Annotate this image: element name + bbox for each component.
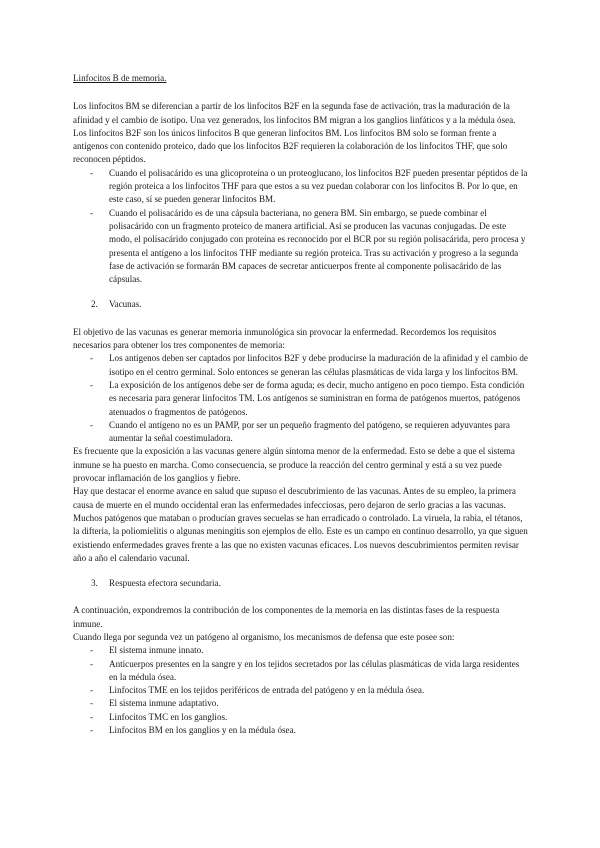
paragraph-second-exposure: Cuando llega por segunda vez un patógeno al organismo, los mecanismos de defensa que este posee son: [73, 631, 455, 642]
list-item: - La exposición de los antígenos debe ser de forma aguda; es decir, mucho antígeno en poco tiempo. Esta condición es necesaria para generar linfocitos TM. Los antígenos se suministran en forma de patógenos muertos, patógenos atenuados o fragmentos de patógenos. [109, 379, 528, 419]
list-item: - Anticuerpos presentes en la sangre y en los tejidos secretados por las células plasmáticas de vida larga residentes en la médula ósea. [109, 658, 528, 685]
list-item: - El sistema inmune adaptativo. [109, 697, 528, 710]
bullet-list-defense-mechanisms [73, 644, 528, 737]
list-item: - Los antígenos deben ser captados por linfocitos B2F y debe producirse la maduración de la afinidad y el cambio de isotipo en el centro germinal. Solo entonces se generan las células plasmáticas de vida larga y los linfocitos BM. [109, 352, 528, 379]
list-item: - Cuando el polisacárido es una glicoproteína o un proteoglucano, los linfocitos B2F pueden presentar péptidos de la región proteica a los linfocitos THF para que estos a su vez puedan colaborar con los linfocitos B. Por lo que, en este caso, sí se pueden generar linfocitos BM. [109, 167, 528, 207]
document-body [73, 72, 528, 737]
paragraph-memory-contribution: A continuación, expondremos la contribución de los componentes de la memoria en las distintas fases de la respuesta inmune. [73, 605, 500, 629]
list-item: - Cuando el antígeno no es un PAMP, por ser un pequeño fragmento del patógeno, se requieren adyuvantes para aumentar la señal coestimuladora. [109, 419, 528, 446]
list-item: - El sistema inmune innato. [109, 644, 528, 657]
list-item: - Linfocitos BM en los ganglios y en la médula ósea. [109, 724, 528, 737]
numbered-heading-vaccines [73, 298, 528, 311]
list-item: - Cuando el polisacárido es de una cápsula bacteriana, no genera BM. Sin embargo, se puede combinar el polisacárido con un fragmento proteico de manera artificial. Así se producen las vacunas conjugadas. De este modo, el polisacárido conjugado con proteína es reconocido por el BCR por su región polisacárida, pero procesa y presenta el antígeno a los linfocitos THF mediante su región proteica. Tras su activación y progreso a la segunda fase de activación se formarán BM capaces de secretar anticuerpos frente al componente polisacárido de las cápsulas. [109, 207, 528, 287]
bullet-list-requirements [73, 352, 528, 445]
paragraph-vaccine-symptoms: Es frecuente que la exposición a las vacunas genere algún síntoma menor de la enfermedad. Esto se debe a que el sistema inmune se ha puesto en marcha. Como consecuencia, se produce la reacción del centro germinal y está a su vez puede provocar inflamación de los ganglios y fiebre. [73, 446, 515, 484]
section-title: Respuesta efectora secundaria. [109, 578, 221, 589]
list-item: - Linfocitos TME en los tejidos periféricos de entrada del patógeno y en la médula ósea. [109, 684, 528, 697]
section-title: Vacunas. [109, 299, 142, 310]
bullet-list-polysaccharides [73, 167, 528, 287]
paragraph-bm-differentiation: Los linfocitos BM se diferencian a partir de los linfocitos B2F en la segunda fase de activación, tras la maduración de la afinidad y el cambio de isotipo. Una vez generados, los linfocitos BM migran a los ganglios linfáticos y a la médula ósea. [73, 101, 516, 125]
section-number: 2. [91, 299, 98, 310]
list-item: - Linfocitos TMC en los ganglios. [109, 711, 528, 724]
section-number: 3. [91, 578, 98, 589]
section-heading-memory-b-cells: Linfocitos B de memoria. [73, 73, 167, 83]
paragraph-vaccine-objective: El objetivo de las vacunas es generar memoria inmunológica sin provocar la enfermedad. Recordemos los requisitos necesarios para obtener los tres componentes de memoria: [73, 326, 497, 351]
paragraph-vaccine-history: Hay que destacar el enorme avance en salud que supuso el descubrimiento de las vacunas. Antes de su empleo, la primera causa de muerte en el mundo occidental eran las enfermedades infecciosas, pero dejaron de serlo gracias a las vacunas. Muchos patógenos que mataban o producían graves secuelas se han erradicado o controlado. La viruela, la rabia, el tétanos, la difteria, la poliomielitis o algunas meningitis son ejemplos de ello. Este es un campo en continuo desarrollo, ya que siguen existiendo enfermedades graves frente a las que no existen vacunas eficaces. Los nuevos descubrimientos permiten revisar año a año el calendario vacunal. [73, 486, 528, 563]
numbered-heading-secondary-response [73, 577, 528, 590]
paragraph-b2f-only: Los linfocitos B2F son los únicos linfocitos B que generan linfocitos BM. Los linfocitos BM solo se forman frente a antígenos con contenido proteico, dado que los linfocitos B2F requieren la colaboración de los linfocitos THF, que solo reconocen péptidos. [73, 127, 508, 165]
